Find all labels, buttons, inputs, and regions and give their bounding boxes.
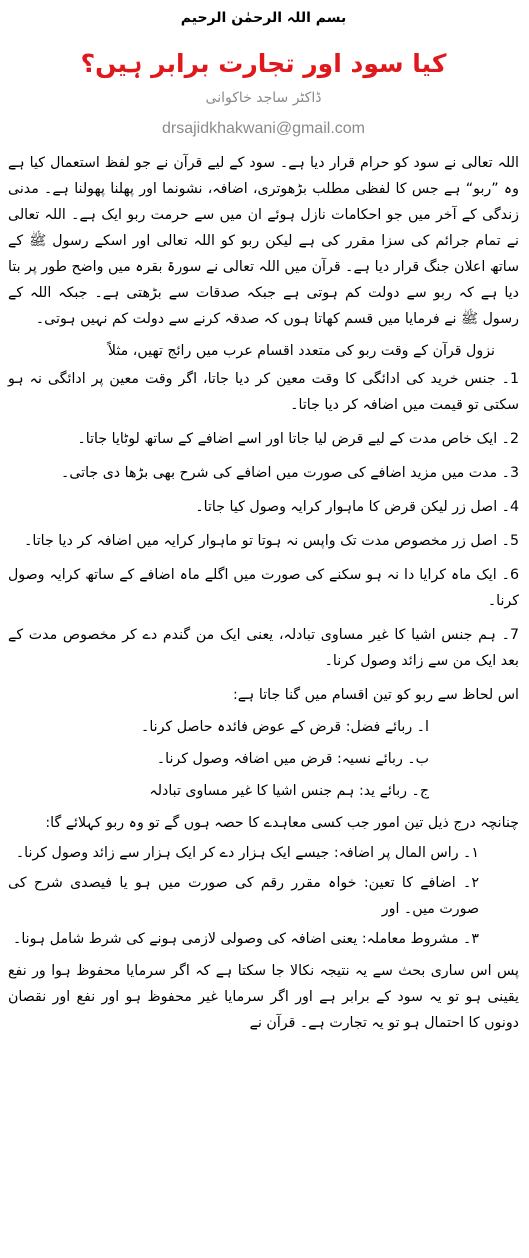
list-item-5: 5۔ اصل زر مخصوص مدت تک واپس نہ ہوتا تو ماہوار کرایہ میں اضافہ کر دیا جاتا۔ [24, 533, 519, 549]
author-email-link[interactable]: drsajidkhakwani@gmail.com [162, 120, 365, 137]
list-item-2: 2۔ ایک خاص مدت کے لیے قرض لیا جاتا اور اسے اضافے کے ساتھ لوٹایا جاتا۔ [77, 431, 519, 447]
condition-3: ۳۔ مشروط معاملہ: یعنی اضافہ کی وصولی لازمی ہونے کی شرط شامل ہونا۔ [13, 931, 479, 947]
conclusion-paragraph: پس اس ساری بحث سے یہ نتیجہ نکالا جا سکتا ہے کہ اگر سرمایا محفوظ ہوا ور نفع یقینی ہو تو یہ سود کے برابر ہے اور اگر سرمایا غیر محفوظ ہو اور نفع اور نقصان دونوں کا احتمال ہو تو یہ تجارت ہے۔ قرآن نے [8, 963, 519, 1031]
list-item-1: 1۔ جنس خرید کی ادائگی کا وقت معین کر دیا جاتا، اگر وقت معین پر ادائگی نہ ہو سکتی تو قیمت میں اضافہ کر دیا جاتا۔ [8, 371, 519, 413]
conditions-intro: چنانچہ درج ذیل تین امور جب کسی معاہدے کا حصہ ہوں گے تو وہ ربو کہلائے گا: [45, 815, 519, 831]
article-body [8, 150, 519, 1036]
article-title: کیا سود اور تجارت برابر ہیں؟ [80, 49, 447, 78]
list-item-6: 6۔ ایک ماہ کرایا دا نہ ہو سکنے کی صورت میں اگلے ماہ اضافے کے ساتھ کرایہ وصول کرنا۔ [8, 567, 519, 609]
list-item-7: 7۔ ہم جنس اشیا کا غیر مساوی تبادلہ، یعنی ایک من گندم دے کر مخصوص مدت کے بعد ایک من سے زائد وصول کرنا۔ [8, 627, 519, 669]
intro-paragraph: اللہ تعالی نے سود کو حرام قرار دیا ہے۔ سود کے لیے قرآن نے جو لفظ استعمال کیا ہے وہ ”ربو“ ہے جس کا لفظی مطلب بڑھوتری، اضافہ، نشونما اور پھلنا پھولنا ہے۔ مدنی زندگی کے آخر میں جو احکامات نازل ہوئے ان میں سے حرمت ربو ایک ہے۔ اللہ تعالی نے تمام جرائم کی سزا مقرر کی ہے لیکن ربو کو اللہ تعالی اور اسکے رسول ﷺ کے ساتھ اعلان جنگ قرار دیا ہے۔ قرآن میں اللہ تعالی نے سورۃ بقرہ میں واضح طور پر بتا دیا ہے کہ ربو سے دولت کم ہوتی ہے جبکہ صدقات سے بڑھتی ہے۔ جبکہ اللہ کے رسول ﷺ نے فرمایا میں قسم کھاتا ہوں کہ صدقہ کرنے سے دولت کم نہیں ہوتی۔ [8, 155, 519, 327]
list-item-3: 3۔ مدت میں مزید اضافے کی صورت میں اضافے کی شرح بھی بڑھا دی جاتی۔ [61, 465, 519, 481]
condition-2: ۲۔ اضافے کا تعین: خواہ مقرر رقم کی صورت میں ہو یا فیصدی شرح کی صورت میں۔ اور [8, 875, 479, 917]
author-name: ڈاکٹر ساجد خاکوانی [205, 90, 322, 106]
types-intro: نزول قرآن کے وقت ربو کی متعدد اقسام عرب میں رائج تھیں، مثلاً [107, 343, 495, 359]
list-item-4: 4۔ اصل زر لیکن قرض کا ماہوار کرایہ وصول کیا جاتا۔ [195, 499, 519, 515]
ribu-intro: اس لحاظ سے ربو کو تین اقسام میں گنا جاتا ہے: [232, 687, 519, 703]
bismillah-heading: بسم اللہ الرحمٰن الرحیم [180, 10, 347, 26]
ribu-type-yad: ج۔ ربائے ید: ہم جنس اشیا کا غیر مساوی تبادلہ [149, 783, 429, 799]
condition-1: ۱۔ راس المال پر اضافہ: جیسے ایک ہزار دے کر ایک ہزار سے زائد وصول کرنا۔ [15, 845, 479, 861]
ribu-type-fadl: ا۔ ربائے فضل: قرض کے عوض فائدہ حاصل کرنا۔ [141, 719, 429, 735]
ribu-type-nasiya: ب۔ ربائے نسیہ: قرض میں اضافہ وصول کرنا۔ [156, 751, 429, 767]
